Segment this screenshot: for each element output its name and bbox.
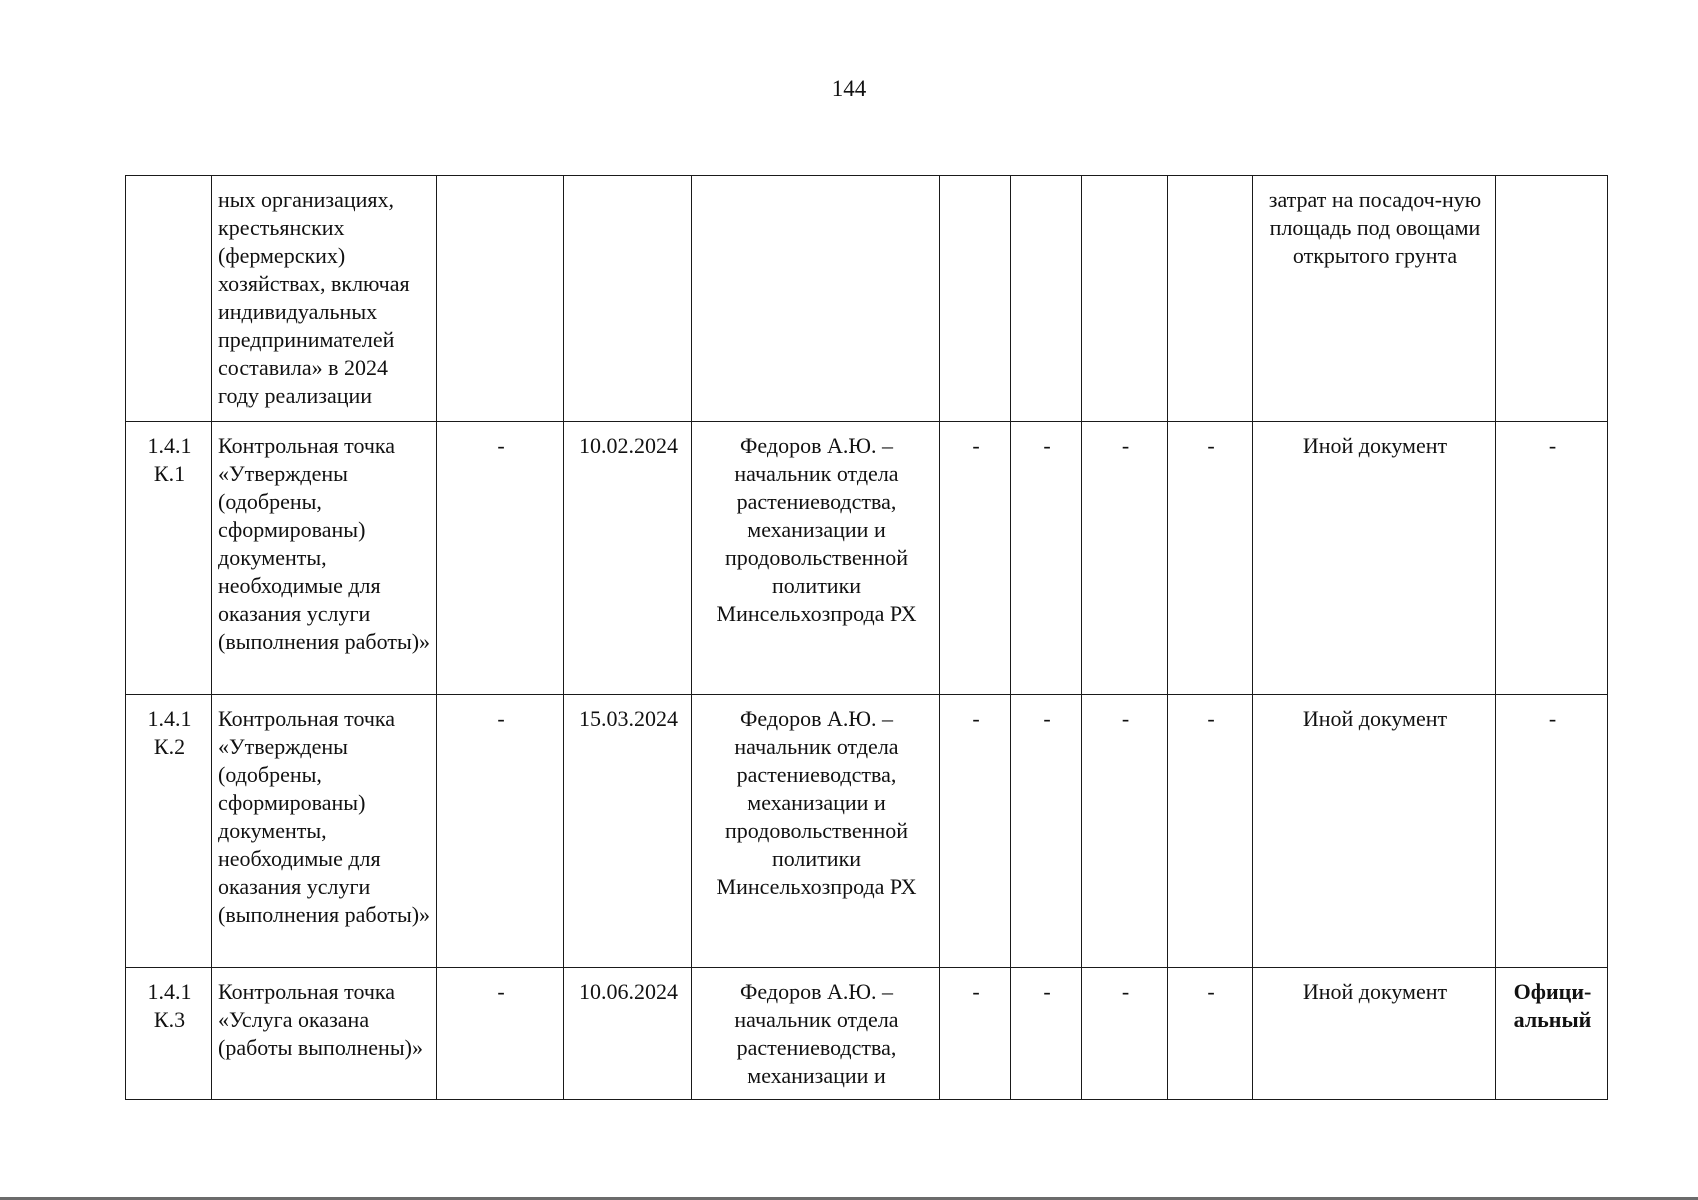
row-responsible-cell: Федоров А.Ю. – начальник отдела растениеводства, механизации и продовольственной политики Минсельхозпрода РХ <box>692 422 940 695</box>
row-c8-cell: - <box>1082 968 1168 1100</box>
row-id-cell <box>126 176 212 422</box>
row-doc-type-cell: Иной документ <box>1253 695 1496 968</box>
row-c6-cell: - <box>940 968 1011 1100</box>
row-name-cell: ных организациях, крестьянских (фермерских) хозяйствах, включая индивидуальных предпринимателей составила» в 2024 году реализации <box>212 176 437 422</box>
row-c9-cell: - <box>1168 968 1253 1100</box>
row-c8-cell <box>1082 176 1168 422</box>
row-c8-cell: - <box>1082 695 1168 968</box>
table-row <box>126 422 1608 695</box>
row-doc-type-cell: Иной документ <box>1253 422 1496 695</box>
page-number: 144 <box>831 76 867 101</box>
row-name-cell: Контрольная точка «Утверждены (одобрены, сформированы) документы, необходимые для оказания услуги (выполнения работы)» <box>212 422 437 695</box>
row-date-cell: 15.03.2024 <box>564 695 692 968</box>
row-date-cell: 10.02.2024 <box>564 422 692 695</box>
row-c6-cell: - <box>940 422 1011 695</box>
row-responsible-cell <box>692 176 940 422</box>
row-doc-type-cell: Иной документ <box>1253 968 1496 1100</box>
row-c6-cell: - <box>940 695 1011 968</box>
row-name-cell: Контрольная точка «Услуга оказана (работы выполнены)» <box>212 968 437 1100</box>
table-row <box>126 968 1608 1100</box>
row-doc-type-cell: затрат на посадоч-ную площадь под овощами открытого грунта <box>1253 176 1496 422</box>
row-c3-cell: - <box>437 968 564 1100</box>
row-info-system-cell: Офици-альный <box>1496 968 1608 1100</box>
row-c7-cell <box>1011 176 1082 422</box>
row-c9-cell <box>1168 176 1253 422</box>
row-id-cell: 1.4.1 К.3 <box>126 968 212 1100</box>
row-c3-cell: - <box>437 695 564 968</box>
row-c3-cell: - <box>437 422 564 695</box>
row-responsible-cell: Федоров А.Ю. – начальник отдела растениеводства, механизации и <box>692 968 940 1100</box>
row-c8-cell: - <box>1082 422 1168 695</box>
table-row <box>126 695 1608 968</box>
row-date-cell <box>564 176 692 422</box>
row-c9-cell: - <box>1168 695 1253 968</box>
row-c9-cell: - <box>1168 422 1253 695</box>
row-c6-cell <box>940 176 1011 422</box>
row-c7-cell: - <box>1011 422 1082 695</box>
row-id-cell: 1.4.1 К.1 <box>126 422 212 695</box>
row-info-system-cell: - <box>1496 695 1608 968</box>
row-c7-cell: - <box>1011 968 1082 1100</box>
row-c3-cell <box>437 176 564 422</box>
row-info-system-cell: - <box>1496 422 1608 695</box>
control-points-table <box>125 175 1608 1100</box>
table-row <box>126 176 1608 422</box>
row-c7-cell: - <box>1011 695 1082 968</box>
row-info-system-cell <box>1496 176 1608 422</box>
row-id-cell: 1.4.1 К.2 <box>126 695 212 968</box>
row-date-cell: 10.06.2024 <box>564 968 692 1100</box>
row-name-cell: Контрольная точка «Утверждены (одобрены, сформированы) документы, необходимые для оказания услуги (выполнения работы)» <box>212 695 437 968</box>
row-responsible-cell: Федоров А.Ю. – начальник отдела растениеводства, механизации и продовольственной политики Минсельхозпрода РХ <box>692 695 940 968</box>
